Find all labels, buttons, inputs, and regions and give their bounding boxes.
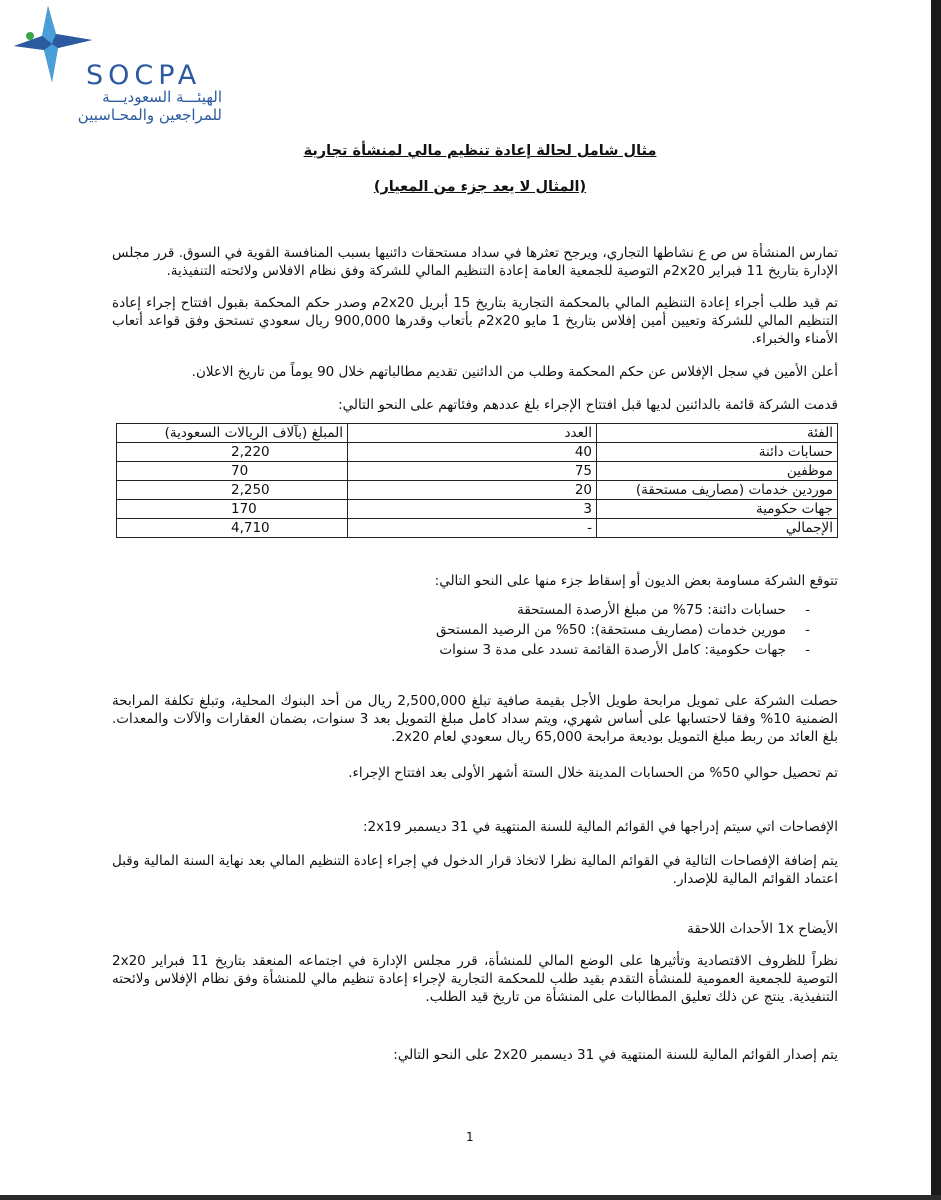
cell-count: 40: [348, 443, 597, 462]
logo-wordmark: SOCPA: [86, 60, 202, 91]
table-total-row: [117, 519, 838, 538]
paragraph-collection: [112, 764, 838, 782]
paragraph-text: تم قيد طلب أجراء إعادة التنظيم المالي بالمحكمة التجارية بتاريخ 15 أبريل 2x20م وصدر حكم المحكمة بقبول افتتاح إجراء إعادة التنظيم المالي للشركة وتعيين أمين إفلاس بتاريخ 1 مايو 2x20م بأتعاب وقدرها 900,000 ريال سعودي تستحق وفق قواعد أتعاب الأمناء والخبراء.: [112, 295, 838, 347]
logo-arabic-line2: للمراجعين والمحـاسبين: [77, 106, 222, 124]
cell-category: حسابات دائنة: [597, 443, 838, 462]
paragraph-text: تمارس المنشأة س ص ع نشاطها التجاري، ويرجح تعثرها في سداد مستحقات دائنيها بسبب المنافسة القوية في السوق. قرر مجلس الإدارة بتاريخ 11 فبراير 2x20م التوصية للجمعية العامة إعادة التنظيم المالي للشركة وفق نظام الافلاس ولائحته التنفيذية.: [112, 245, 838, 279]
paragraph-text: قدمت الشركة قائمة بالدائنين لديها قبل افتتاح الإجراء بلغ عددهم وفئاتهم على النحو التالي:: [338, 397, 838, 413]
list-item-text: جهات حكومية: كامل الأرصدة القائمة تسدد على مدة 3 سنوات: [439, 642, 786, 658]
table-row: [117, 443, 838, 462]
cell-category: الإجمالي: [597, 519, 838, 538]
paragraph-text: الأيضاح 1x الأحداث اللاحقة: [687, 921, 838, 937]
page-bottom-edge: [0, 1195, 941, 1200]
paragraph-financing: [112, 692, 838, 746]
document-title: مثال شامل لحالة إعادة تنظيم مالي لمنشأة تجارية: [303, 143, 657, 159]
paragraph-issuance: [112, 1046, 838, 1064]
list-item: [300, 600, 810, 620]
header-amount: المبلغ (بآلاف الريالات السعودية): [117, 424, 348, 443]
list-item: [300, 620, 810, 640]
document-subtitle: (المثال لا يعد جزء من المعيار): [373, 179, 587, 195]
paragraph-text: حصلت الشركة على تمويل مرابحة طويل الأجل بقيمة صافية تبلغ 2,500,000 ريال من أحد البنوك المحلية، وتبلغ تكلفة المرابحة الضمنية 10% وفقا لاحتسابها على أساس شهري، ويتم سداد كامل مبلغ التمويل بعد 3 سنوات، بضمان العقارات والآلات والمعدات. بلغ العائد من ربط مبلغ التمويل بوديعة مرابحة 65,000 ريال سعودي لعام 2x20.: [112, 693, 838, 745]
paragraph-announcement: [112, 363, 838, 381]
paragraph-text: يتم إصدار القوائم المالية للسنة المنتهية في 31 ديسمبر 2x20 على النحو التالي:: [393, 1047, 838, 1063]
paragraph-text: الإفصاحات اتي سيتم إدراجها في القوائم المالية للسنة المنتهية في 31 ديسمبر 2x19:: [362, 819, 838, 835]
cell-amount: 70: [117, 462, 348, 481]
paragraph-note-heading: [112, 920, 838, 938]
paragraph-creditors-intro: [112, 396, 838, 414]
cell-count: -: [348, 519, 597, 538]
list-item-text: حسابات دائنة: 75% من مبلغ الأرصدة المستحقة: [517, 602, 786, 618]
paragraph-text: يتم إضافة الإفصاحات التالية في القوائم المالية نظرا لاتخاذ قرار الدخول في إجراء إعادة التنظيم المالي بعد نهاية السنة المالية وقبل اعتماد القوائم المالية للإصدار.: [112, 853, 838, 887]
paragraph-subsequent-events: [112, 952, 838, 1006]
cell-count: 20: [348, 481, 597, 500]
paragraph-text: نظراً للظروف الاقتصادية وتأثيرها على الوضع المالي للمنشأة، قرر مجلس الإدارة في اجتماعه المنعقد بتاريخ 11 فبراير 2x20 التوصية للجمعية العمومية للمنشأة التقدم بقيد طلب للمحكمة التجارية لإجراء إعادة تنظيم مالي للمنشأة وفق نظام الإفلاس ولائحته التنفيذية. ينتج عن ذلك تعليق المطالبات على المنشأة من تاريخ قيد الطلب.: [112, 953, 839, 1005]
cell-amount: 4,710: [117, 519, 348, 538]
star-emblem-icon: [12, 6, 92, 86]
bullet-dash: -: [805, 622, 810, 638]
cell-category: موردين خدمات (مصاريف مستحقة): [597, 481, 838, 500]
cell-amount: 2,250: [117, 481, 348, 500]
page-edge-shadow: [931, 0, 941, 1200]
paragraph-intro: [112, 244, 838, 280]
cell-amount: 170: [117, 500, 348, 519]
paragraph-disclosures-heading: [112, 818, 838, 836]
settlement-list: [300, 600, 810, 660]
bullet-dash: -: [805, 642, 810, 658]
logo-arabic-line1: الهيئـــة السعوديـــة: [102, 88, 222, 106]
cell-count: 3: [348, 500, 597, 519]
paragraph-text: تتوقع الشركة مساومة بعض الديون أو إسقاط جزء منها على النحو التالي:: [434, 573, 838, 589]
cell-category: جهات حكومية: [597, 500, 838, 519]
page-number: 1: [466, 1130, 474, 1144]
cell-count: 75: [348, 462, 597, 481]
bullet-dash: -: [805, 602, 810, 618]
creditors-table: [116, 423, 838, 538]
paragraph-court: [112, 294, 838, 348]
table-row: [117, 500, 838, 519]
cell-amount: 2,220: [117, 443, 348, 462]
cell-category: موظفين: [597, 462, 838, 481]
header-count: العدد: [348, 424, 597, 443]
socpa-logo: [12, 6, 222, 124]
list-item-text: مورين خدمات (مصاريف مستحقة): 50% من الرصيد المستحق: [435, 622, 786, 638]
table-row: [117, 481, 838, 500]
paragraph-text: أعلن الأمين في سجل الإفلاس عن حكم المحكمة وطلب من الدائنين تقديم مطالباتهم خلال 90 يوماً من تاريخ الاعلان.: [191, 364, 838, 380]
paragraph-text: تم تحصيل حوالي 50% من الحسابات المدينة خلال الستة أشهر الأولى بعد افتتاح الإجراء.: [348, 765, 838, 781]
header-category: الفئة: [597, 424, 838, 443]
paragraph-settlement-intro: [112, 572, 838, 590]
table-header-row: [117, 424, 838, 443]
paragraph-disclosures-note: [112, 852, 838, 888]
list-item: [300, 640, 810, 660]
table-row: [117, 462, 838, 481]
